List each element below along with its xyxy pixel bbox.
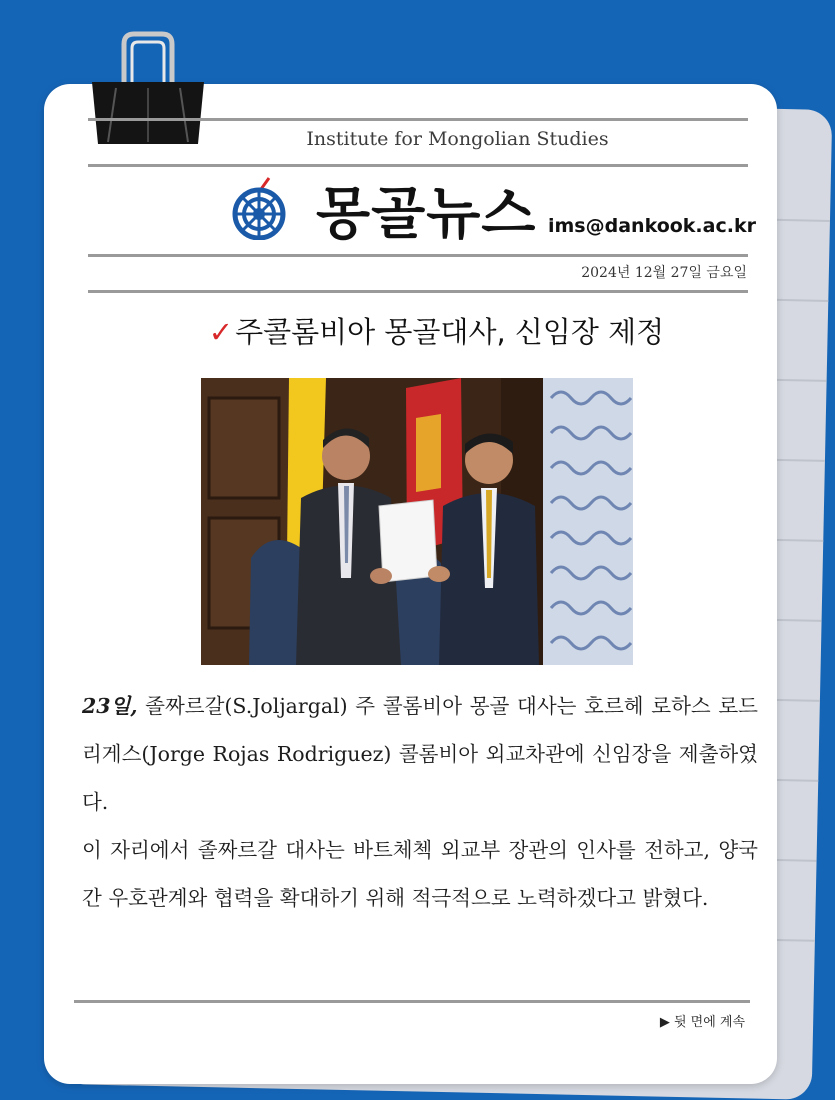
- rule-under-institute: [88, 164, 748, 167]
- rule-under-masthead: [88, 254, 748, 257]
- top-rule: [88, 118, 748, 121]
- institute-name: Institute for Mongolian Studies: [306, 128, 609, 150]
- article-body: [82, 682, 758, 922]
- headline-text: 주콜롬비아 몽골대사, 신임장 제정: [235, 315, 665, 349]
- continued-on-back-note: ▶ 뒷 면에 계속: [659, 1015, 745, 1030]
- paragraph-1-text: 졸짜르갈(S.Joljargal) 주 콜롬비아 몽골 대사는 호르헤 로하스 로드리게스(Jorge Rojas Rodriguez) 콜롬비아 외교차관에 신임장을 제출하였다.: [82, 694, 758, 814]
- check-icon: ✓: [208, 315, 234, 349]
- contact-email: ims@dankook.ac.kr: [548, 215, 756, 237]
- article-paragraph-1: [82, 682, 758, 826]
- ceremony-photo: [201, 378, 633, 665]
- article-paragraph-2: 이 자리에서 졸짜르갈 대사는 바트체첵 외교부 장관의 인사를 전하고, 양국 간 우호관계와 협력을 확대하기 위해 적극적으로 노력하겠다고 밝혔다.: [82, 838, 758, 910]
- bottom-rule: [74, 1000, 750, 1003]
- masthead-title: 몽골뉴스: [316, 182, 537, 247]
- article-lead: 23일,: [82, 694, 138, 718]
- mongolian-studies-logo-icon: [229, 176, 289, 240]
- article-headline: [0, 310, 835, 351]
- issue-date: 2024년 12월 27일 금요일: [581, 265, 747, 281]
- rule-under-date: [88, 290, 748, 293]
